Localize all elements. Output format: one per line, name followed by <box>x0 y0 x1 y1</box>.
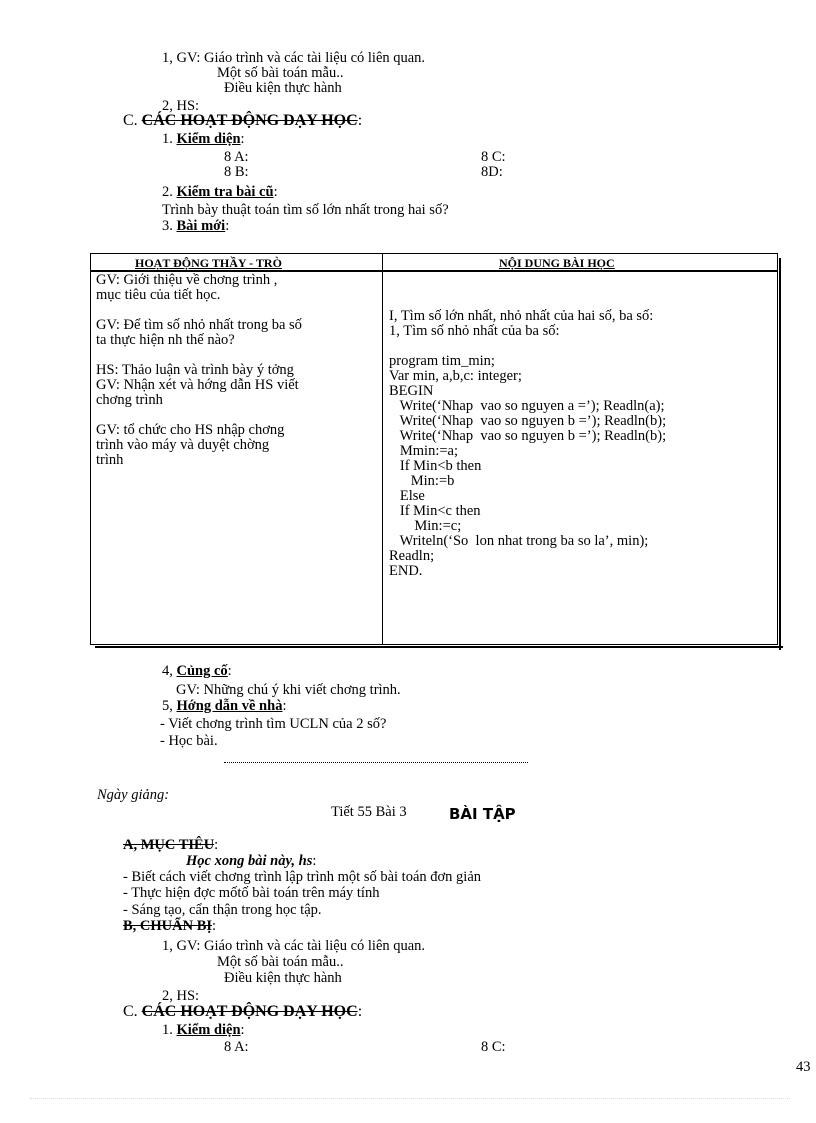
lesson-number: Tiết 55 Bài 3 <box>331 804 407 820</box>
left-line: GV: Giới thiệu về chơng trình , <box>96 272 278 288</box>
section-b-heading: B, CHUẨN BỊ: <box>123 918 217 934</box>
left-line: ta thực hiện nh thế nào? <box>96 332 235 348</box>
lesson-prep-gv-condition: Điều kiện thực hành <box>224 970 342 986</box>
homework-line-2: - Học bài. <box>160 733 218 749</box>
homework-line-1: - Viết chơng trình tìm UCLN của 2 số? <box>160 716 387 732</box>
left-line: mục tiêu của tiết học. <box>96 287 221 303</box>
right-line: 1, Tìm số nhỏ nhất của ba số: <box>389 323 560 339</box>
class-8b: 8 B: <box>224 164 249 180</box>
right-line: BEGIN <box>389 383 434 399</box>
left-line <box>96 348 302 363</box>
item-attendance-heading: 1. Kiểm diện: <box>162 131 245 147</box>
page-footer-line <box>30 1098 790 1099</box>
prep-gv-condition: Điều kiện thực hành <box>224 80 342 96</box>
lesson-item-attendance-heading: 1. Kiểm diện: <box>162 1022 245 1038</box>
right-line: program tim_min; <box>389 353 495 369</box>
goal-2: - Thực hiện đợc mốtố bài toán trên máy tính <box>123 885 380 901</box>
right-line: Writeln(‘So lon nhat trong ba so la’, min); <box>389 533 649 549</box>
page-number: 43 <box>796 1059 811 1075</box>
lesson-prep-gv-sample: Một số bài toán mẫu.. <box>217 954 344 970</box>
left-line: trình vào máy và duyệt chờng <box>96 437 270 453</box>
right-line: Var min, a,b,c: integer; <box>389 368 522 384</box>
table-header-activities: HOẠT ĐỘNG THẦY - TRÒ <box>135 256 282 270</box>
right-line: Else <box>389 488 425 504</box>
review-question: Trình bày thuật toán tìm số lớn nhất trong hai số? <box>162 202 449 218</box>
table-left-column <box>96 273 302 468</box>
right-line: Mmin:=a; <box>389 443 458 459</box>
class-8c: 8 C: <box>481 149 506 165</box>
teaching-date-label: Ngày giảng: <box>97 787 170 803</box>
item-new-lesson-heading: 3. Bài mới: <box>162 218 230 234</box>
section-a-heading: A, MỤC TIÊU: <box>123 837 219 853</box>
left-line: GV: Để tìm số nhỏ nhất trong ba số <box>96 317 302 333</box>
item-homework-heading: 5, Hớng dẫn về nhà: <box>162 698 287 714</box>
table-shadow-bottom <box>95 646 783 648</box>
right-line: I, Tìm số lớn nhất, nhỏ nhất của hai số, ba số: <box>389 308 654 324</box>
lesson-section-c-heading: C. CÁC HOẠT ĐỘNG DẠY HỌC: <box>123 1003 363 1020</box>
goal-1: - Biết cách viết chơng trình lập trình một số bài toán đơn giản <box>123 869 482 885</box>
left-line: GV: tổ chức cho HS nhập chơng <box>96 422 285 438</box>
lesson-class-8a: 8 A: <box>224 1039 249 1055</box>
prep-gv-sample: Một số bài toán mẫu.. <box>217 65 344 81</box>
table-right-column <box>389 309 666 579</box>
lesson-table <box>90 253 778 645</box>
section-a-subheading: Học xong bài này, hs: <box>186 853 317 869</box>
right-line: Readln; <box>389 548 435 564</box>
class-8d: 8D: <box>481 164 503 180</box>
consolidate-text: GV: Những chú ý khi viết chơng trình. <box>176 682 401 698</box>
left-line: GV: Nhận xét và hớng dẫn HS viết <box>96 377 299 393</box>
prep-hs-line: 2, HS: <box>162 98 200 114</box>
left-line: HS: Thảo luận và trình bày ý tởng <box>96 362 294 378</box>
left-line <box>96 408 302 423</box>
item-consolidate-heading: 4, Củng cố: <box>162 663 232 679</box>
left-line: trình <box>96 452 124 468</box>
right-line: Write(‘Nhap vao so nguyen b =’); Readln(b); <box>389 413 667 429</box>
left-line: chơng trình <box>96 392 163 408</box>
class-8a: 8 A: <box>224 149 249 165</box>
right-line: END. <box>389 563 423 579</box>
lesson-class-8c: 8 C: <box>481 1039 506 1055</box>
table-shadow-right <box>779 258 781 650</box>
right-line: If Min<b then <box>389 458 482 474</box>
table-column-divider <box>382 254 383 644</box>
right-line: Min:=c; <box>389 518 462 534</box>
prep-gv-line: 1, GV: Giáo trình và các tài liệu có liên quan. <box>162 50 426 66</box>
lesson-prep-gv-line: 1, GV: Giáo trình và các tài liệu có liên quan. <box>162 938 426 954</box>
lesson-title: BÀI TẬP <box>449 805 516 823</box>
right-line: Write(‘Nhap vao so nguyen b =’); Readln(b); <box>389 428 667 444</box>
right-line: Write(‘Nhap vao so nguyen a =’); Readln(a); <box>389 398 665 414</box>
right-line <box>389 339 666 354</box>
left-line <box>96 303 302 318</box>
dotted-separator <box>224 762 528 763</box>
section-c-heading: C. CÁC HOẠT ĐỘNG DẠY HỌC: <box>123 112 363 129</box>
lesson-prep-hs-line: 2, HS: <box>162 988 200 1004</box>
right-line: Min:=b <box>389 473 455 489</box>
item-review-heading: 2. Kiểm tra bài cũ: <box>162 184 278 200</box>
table-header-content: NỘI DUNG BÀI HỌC <box>499 256 615 270</box>
goal-3: - Sáng tạo, cẩn thận trong học tập. <box>123 902 322 918</box>
right-line: If Min<c then <box>389 503 481 519</box>
